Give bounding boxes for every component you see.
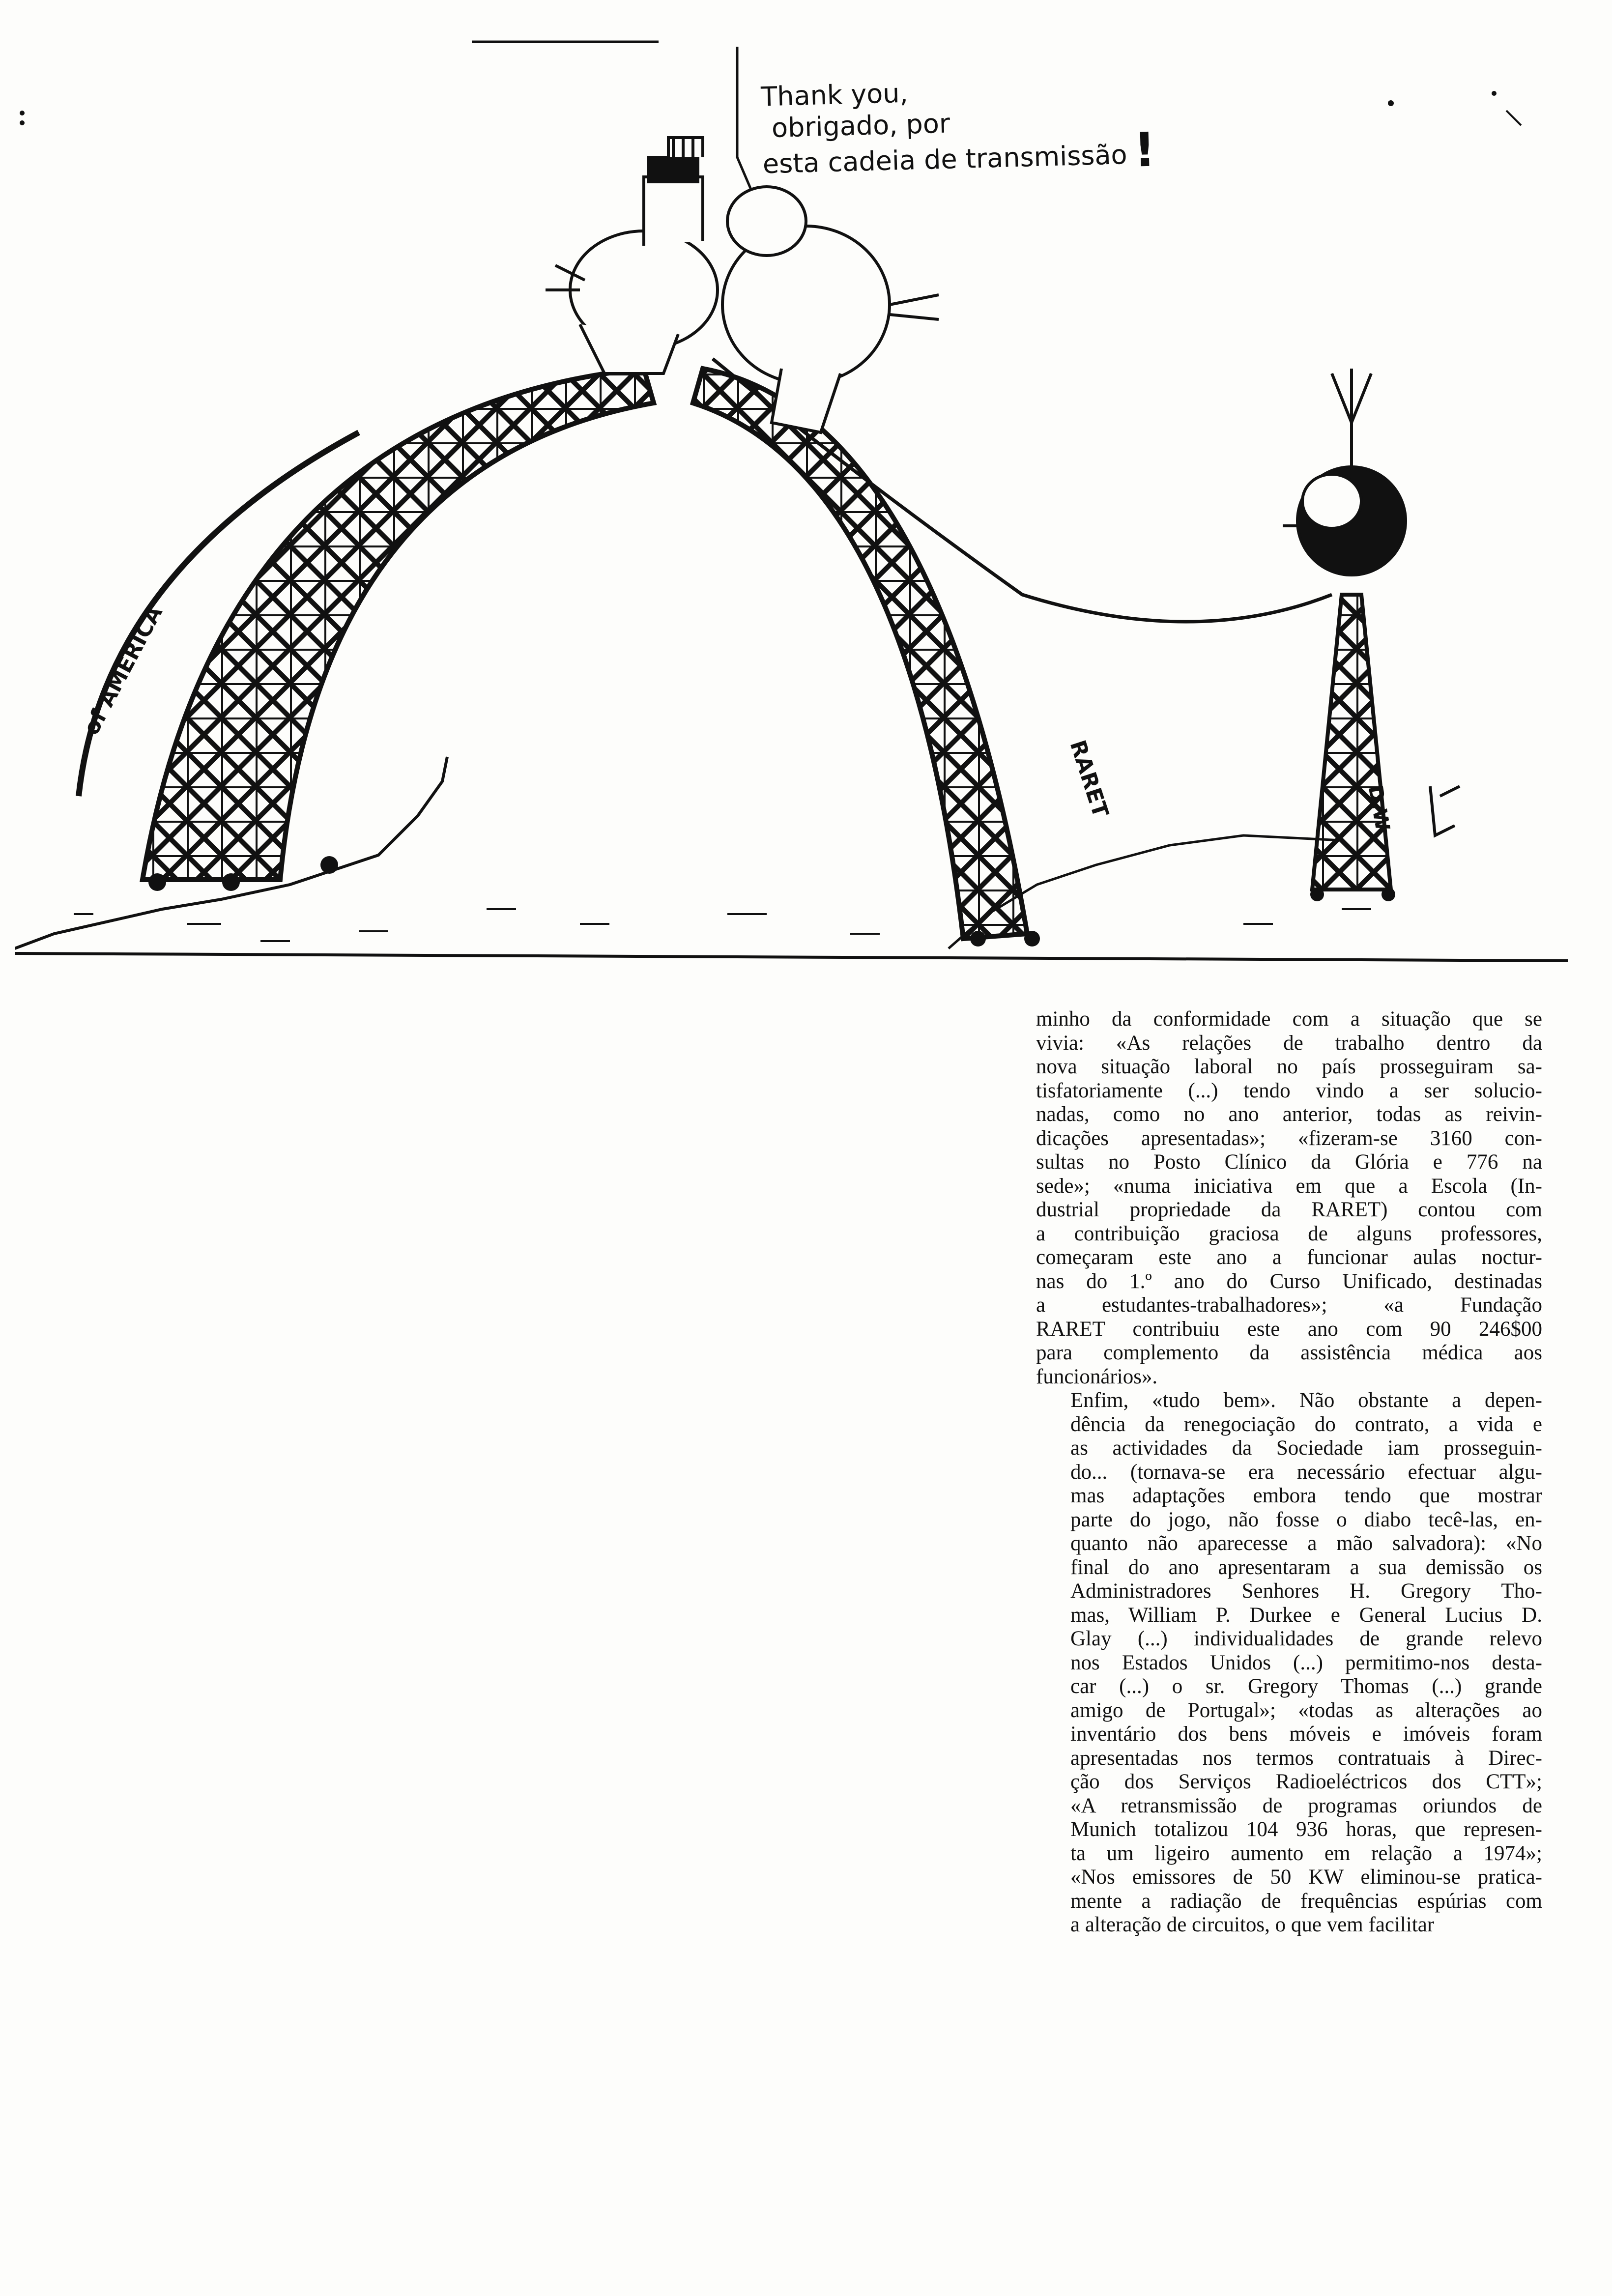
small-figure	[1283, 369, 1406, 575]
political-cartoon	[15, 29, 1568, 978]
article-line: Munich totalizou 104 936 horas, que represen-	[1070, 1818, 1542, 1841]
article-line: do... (tornava-se era necessário efectuar algu-	[1070, 1460, 1542, 1484]
speech-line-2: obrigado, por	[771, 108, 950, 144]
ground-texture	[74, 909, 1371, 941]
stray-marks	[20, 91, 1497, 125]
article-line: «A retransmissão de programas oriundos de	[1070, 1794, 1542, 1817]
article-line: vivia: «As relações de trabalho dentro da	[1036, 1031, 1542, 1055]
article-line: final do ano apresentaram a sua demissão os	[1070, 1555, 1542, 1579]
article-line: apresentadas nos termos contratuais à Direc-	[1070, 1746, 1542, 1770]
article-line: Glay (...) individualidades de grande relevo	[1070, 1627, 1542, 1650]
speech-exclamation: !	[1133, 122, 1156, 178]
article-line: dência da renegociação do contrato, a vida e	[1070, 1412, 1542, 1436]
article-line: funcionários».	[1036, 1365, 1158, 1388]
right-lattice-arch	[693, 369, 1027, 939]
article-line: car (...) o sr. Gregory Thomas (...) grande	[1070, 1675, 1542, 1698]
speech-line-1: Thank you,	[760, 77, 909, 113]
article-column	[1036, 1007, 1542, 1937]
speech-bubble	[761, 71, 1156, 180]
article-line: a estudantes-trabalhadores»; «a Fundação	[1036, 1293, 1542, 1317]
artist-signature	[1430, 786, 1460, 835]
article-line: dustrial propriedade da RARET) contou com	[1036, 1198, 1542, 1221]
article-line: mente a radiação de frequências espúrias com	[1070, 1889, 1542, 1913]
sign-voice-of-america: of AMERICA	[79, 602, 168, 739]
article-line: a contribuição graciosa de alguns professores,	[1036, 1222, 1542, 1245]
article-line: ta um ligeiro aumento em relação a 1974»;	[1070, 1841, 1542, 1865]
article-line: sultas no Posto Clínico da Glória e 776 na	[1036, 1150, 1542, 1174]
left-lattice-arch	[143, 369, 654, 880]
article-line: nos Estados Unidos (...) permitimo-nos desta-	[1070, 1651, 1542, 1674]
sign-raret: RARET	[1065, 737, 1114, 821]
uncle-sam-figure	[546, 138, 718, 373]
cartoon-frame-bottom	[15, 953, 1568, 961]
article-line: as actividades da Sociedade iam prosseguin-	[1070, 1436, 1542, 1460]
speech-bubble-pointer	[737, 47, 752, 192]
article-line: Administradores Senhores H. Gregory Tho-	[1070, 1579, 1542, 1603]
article-line: parte do jogo, não fosse o diabo tecê-las, en-	[1070, 1508, 1542, 1531]
article-line: minho da conformidade com a situação que se	[1036, 1007, 1542, 1031]
dw-tower	[1312, 595, 1391, 890]
article-line: RARET contribuiu este ano com 90 246$00	[1036, 1317, 1542, 1341]
article-line: inventário dos bens móveis e imóveis foram	[1070, 1722, 1542, 1746]
article-line: quanto não aparecesse a mão salvadora): «No	[1070, 1532, 1542, 1555]
article-line: a alteração de circuitos, o que vem facilitar	[1070, 1913, 1435, 1936]
article-line: nas do 1.º ano do Curso Unificado, destinadas	[1036, 1269, 1542, 1293]
article-line: amigo de Portugal»; «todas as alterações ao	[1070, 1698, 1542, 1722]
article-line: tisfatoriamente (...) tendo vindo a ser solucio-	[1036, 1079, 1542, 1102]
sign-dw: D.W	[1363, 784, 1394, 833]
article-line: mas, William P. Durkee e General Lucius D.	[1070, 1603, 1542, 1627]
article-line: sede»; «numa iniciativa em que a Escola (In-	[1036, 1174, 1542, 1198]
article-line: «Nos emissores de 50 KW eliminou-se pratica-	[1070, 1866, 1542, 1889]
article-line: mas adaptações embora tendo que mostrar	[1070, 1484, 1542, 1507]
article-line: para complemento da assistência médica aos	[1036, 1341, 1542, 1364]
article-line: começaram este ano a funcionar aulas noctur-	[1036, 1246, 1542, 1269]
article-line: nova situação laboral no país prosseguiram sa-	[1036, 1055, 1542, 1078]
article-line: nadas, como no ano anterior, todas as reivin-	[1036, 1103, 1542, 1126]
speech-line-3: esta cadeia de transmissão	[762, 139, 1128, 180]
article-line: ção dos Serviços Radioeléctricos dos CTT»;	[1070, 1770, 1542, 1793]
article-line: Enfim, «tudo bem». Não obstante a depen-	[1070, 1389, 1542, 1412]
article-paragraph-1	[1036, 1007, 1542, 1389]
article-paragraph-2	[1036, 1389, 1542, 1937]
article-line: dicações apresentadas»; «fizeram-se 3160 con-	[1036, 1126, 1542, 1150]
